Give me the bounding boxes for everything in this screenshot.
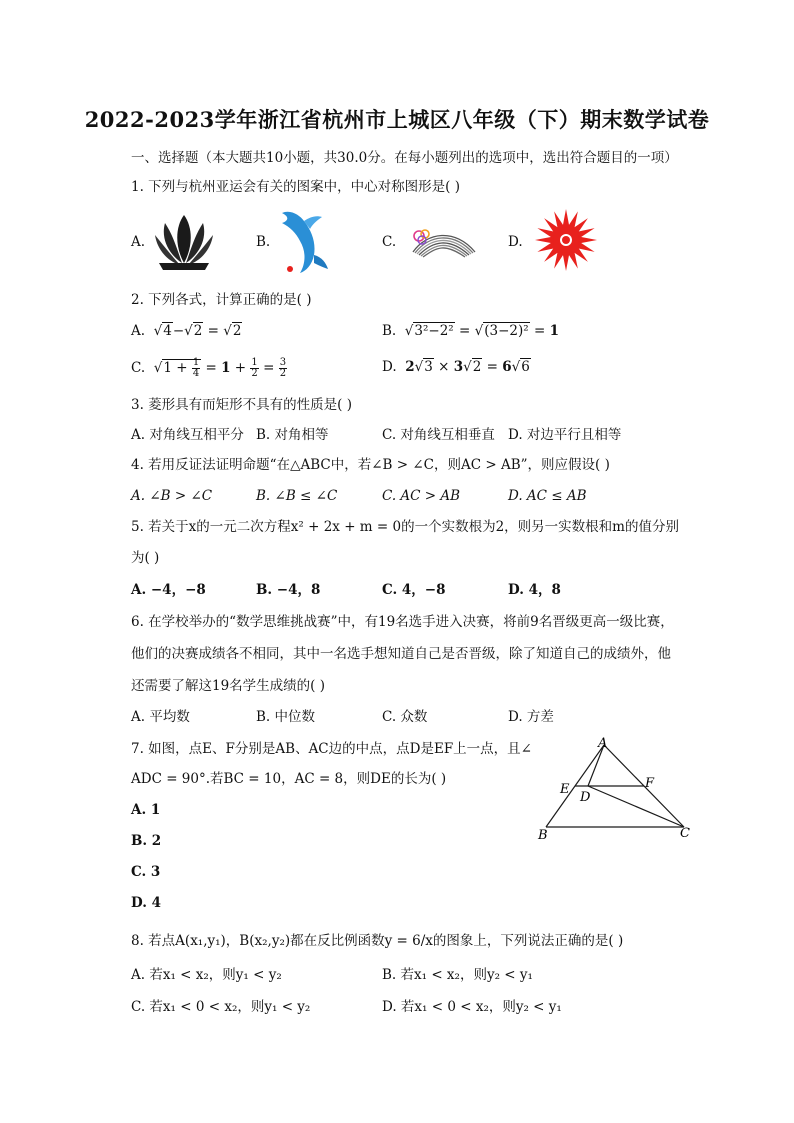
section-heading: 一、选择题（本大题共10小题，共30.0分。在每小题列出的选项中，选出符合题目的一项） bbox=[131, 150, 678, 166]
q7-stem-line1: 7. 如图，点E、F分别是AB、AC边的中点，点D是EF上一点，且∠ bbox=[131, 741, 532, 757]
q2-option-a: A. √4−√2 = √2 bbox=[131, 323, 242, 339]
lotus-emblem-icon bbox=[153, 213, 215, 271]
blue-dolphin-mascot-icon bbox=[276, 207, 332, 275]
label-c: C bbox=[680, 826, 690, 841]
q5-option-c: C. 4，−8 bbox=[382, 582, 446, 598]
q3-option-c: C. 对角线互相垂直 bbox=[382, 427, 495, 443]
q7-stem-line2: ADC = 90°.若BC = 10，AC = 8，则DE的长为( ) bbox=[131, 771, 447, 787]
q7-option-a: A. 1 bbox=[131, 802, 161, 818]
label-b: B bbox=[538, 828, 548, 843]
q2-option-b: B. √3²−2² = √(3−2)² = 1 bbox=[382, 323, 559, 339]
q4-option-a: A. ∠B > ∠C bbox=[131, 488, 213, 504]
q5-option-d: D. 4，8 bbox=[508, 582, 561, 598]
q4-option-b: B. ∠B ≤ ∠C bbox=[256, 488, 338, 504]
q6-option-a: A. 平均数 bbox=[131, 709, 190, 725]
q3-option-d: D. 对边平行且相等 bbox=[508, 427, 622, 443]
q6-option-d: D. 方差 bbox=[508, 709, 554, 725]
q6-stem-line1: 6. 在学校举办的“数学思维挑战赛”中，有19名选手进入决赛，将前9名晋级更高一级比赛， bbox=[131, 614, 674, 630]
q5-stem-line2: 为( ) bbox=[131, 550, 160, 566]
q7-triangle-figure bbox=[530, 735, 700, 845]
q6-option-c: C. 众数 bbox=[382, 709, 428, 725]
label-d: D bbox=[580, 790, 591, 805]
rainbow-arc-emblem-icon bbox=[403, 222, 479, 260]
q5-option-a: A. −4，−8 bbox=[131, 582, 206, 598]
segment-dc bbox=[588, 786, 684, 827]
q1-option-d: D. bbox=[508, 234, 523, 250]
q7-option-b: B. 2 bbox=[131, 833, 162, 849]
q1-stem: 1. 下列与杭州亚运会有关的图案中，中心对称图形是( ) bbox=[131, 179, 460, 195]
q4-option-c: C. AC > AB bbox=[382, 488, 461, 504]
q1-option-a: A. bbox=[131, 234, 146, 250]
q2-option-c: C. √1 + $\frac{1}{4}$ = 1 + $\frac{1}{2}$ = $\frac{3}{2}$ bbox=[131, 357, 287, 379]
q8-stem: 8. 若点A(x₁,y₁)，B(x₂,y₂)都在反比例函数y = 6/x的图象上，下列说法正确的是( ) bbox=[131, 933, 624, 949]
q5-option-b: B. −4，8 bbox=[256, 582, 321, 598]
q8-option-a: A. 若x₁ < x₂，则y₁ < y₂ bbox=[131, 967, 282, 983]
q4-stem: 4. 若用反证法证明命题“在△ABC中，若∠B > ∠C，则AC > AB”，则应假设( ) bbox=[131, 457, 610, 473]
q5-stem-line1: 5. 若关于x的一元二次方程x² + 2x + m = 0的一个实数根为2，则另一实数根和m的值分别 bbox=[131, 519, 679, 535]
label-e: E bbox=[560, 782, 570, 797]
q6-stem-line3: 还需要了解这19名学生成绩的( ) bbox=[131, 678, 326, 694]
label-f: F bbox=[645, 776, 655, 791]
segment-ad bbox=[588, 745, 604, 786]
q8-option-b: B. 若x₁ < x₂，则y₂ < y₁ bbox=[382, 967, 533, 983]
q2-stem: 2. 下列各式，计算正确的是( ) bbox=[131, 292, 312, 308]
label-a: A bbox=[598, 736, 608, 751]
q6-stem-line2: 他们的决赛成绩各不相同，其中一名选手想知道自己是否晋级，除了知道自己的成绩外，他 bbox=[131, 646, 671, 662]
red-sun-burst-icon bbox=[534, 208, 598, 272]
q1-option-b: B. bbox=[256, 234, 271, 250]
q3-option-b: B. 对角相等 bbox=[256, 427, 329, 443]
q8-option-d: D. 若x₁ < 0 < x₂，则y₂ < y₁ bbox=[382, 999, 562, 1015]
page-title: 2022-2023学年浙江省杭州市上城区八年级（下）期末数学试卷 bbox=[84, 107, 710, 132]
q7-option-d: D. 4 bbox=[131, 895, 162, 911]
q8-option-c: C. 若x₁ < 0 < x₂，则y₁ < y₂ bbox=[131, 999, 311, 1015]
q3-stem: 3. 菱形具有而矩形不具有的性质是( ) bbox=[131, 397, 352, 413]
q3-option-a: A. 对角线互相平分 bbox=[131, 427, 244, 443]
q4-option-d: D. AC ≤ AB bbox=[508, 488, 587, 504]
q2-option-d: D. 2√3 × 3√2 = 6√6 bbox=[382, 359, 530, 375]
q1-option-c: C. bbox=[382, 234, 397, 250]
q6-option-b: B. 中位数 bbox=[256, 709, 316, 725]
q7-option-c: C. 3 bbox=[131, 864, 161, 880]
